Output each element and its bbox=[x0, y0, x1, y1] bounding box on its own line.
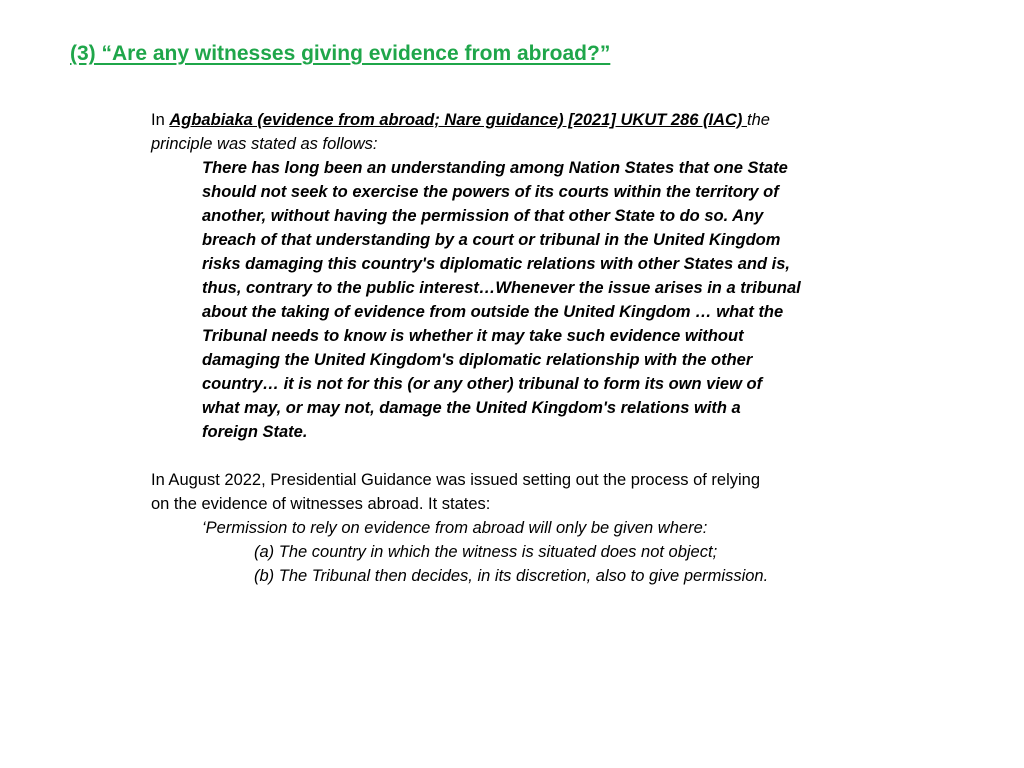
quote-line: what may, or may not, damage the United Kingdom's relations with a bbox=[202, 399, 741, 417]
intro-tail: the bbox=[747, 111, 770, 129]
paragraph-spacer bbox=[151, 444, 841, 468]
paragraph-2-line-1: In August 2022, Presidential Guidance was issued setting out the process of relying bbox=[151, 471, 761, 489]
quote-line: another, without having the permission of that other State to do so. Any bbox=[202, 207, 764, 225]
guidance-intro: ‘Permission to rely on evidence from abroad will only be given where: bbox=[202, 519, 708, 537]
case-reference: Agbabiaka (evidence from abroad; Nare guidance) [2021] UKUT 286 (IAC) bbox=[169, 111, 748, 129]
quote-line: damaging the United Kingdom's diplomatic relationship with the other bbox=[202, 351, 753, 369]
paragraph-2-line-2: on the evidence of witnesses abroad. It states: bbox=[151, 495, 491, 513]
slide-body bbox=[151, 108, 841, 588]
intro-word: In bbox=[151, 111, 170, 129]
quote-line: breach of that understanding by a court or tribunal in the United Kingdom bbox=[202, 231, 781, 249]
quote-line: thus, contrary to the public interest…Whenever the issue arises in a tribunal bbox=[202, 279, 801, 297]
paragraph-1-line-1 bbox=[151, 108, 841, 132]
quote-line: about the taking of evidence from outside the United Kingdom … what the bbox=[202, 303, 784, 321]
quote-line: foreign State. bbox=[202, 423, 308, 441]
slide-title: (3) “Are any witnesses giving evidence from abroad?” bbox=[70, 42, 611, 65]
condition-a: (a) The country in which the witness is situated does not object; bbox=[254, 543, 718, 561]
quote-line: country… it is not for this (or any other) tribunal to form its own view of bbox=[202, 375, 763, 393]
quote-line: should not seek to exercise the powers of its courts within the territory of bbox=[202, 183, 779, 201]
quote-line: Tribunal needs to know is whether it may take such evidence without bbox=[202, 327, 744, 345]
condition-b: (b) The Tribunal then decides, in its discretion, also to give permission. bbox=[254, 567, 769, 585]
presidential-guidance-quote bbox=[202, 516, 841, 540]
agbabiaka-quote bbox=[202, 156, 841, 444]
quote-line: risks damaging this country's diplomatic relations with other States and is, bbox=[202, 255, 790, 273]
paragraph-1-line-2: principle was stated as follows: bbox=[151, 135, 378, 153]
quote-line: There has long been an understanding among Nation States that one State bbox=[202, 159, 788, 177]
